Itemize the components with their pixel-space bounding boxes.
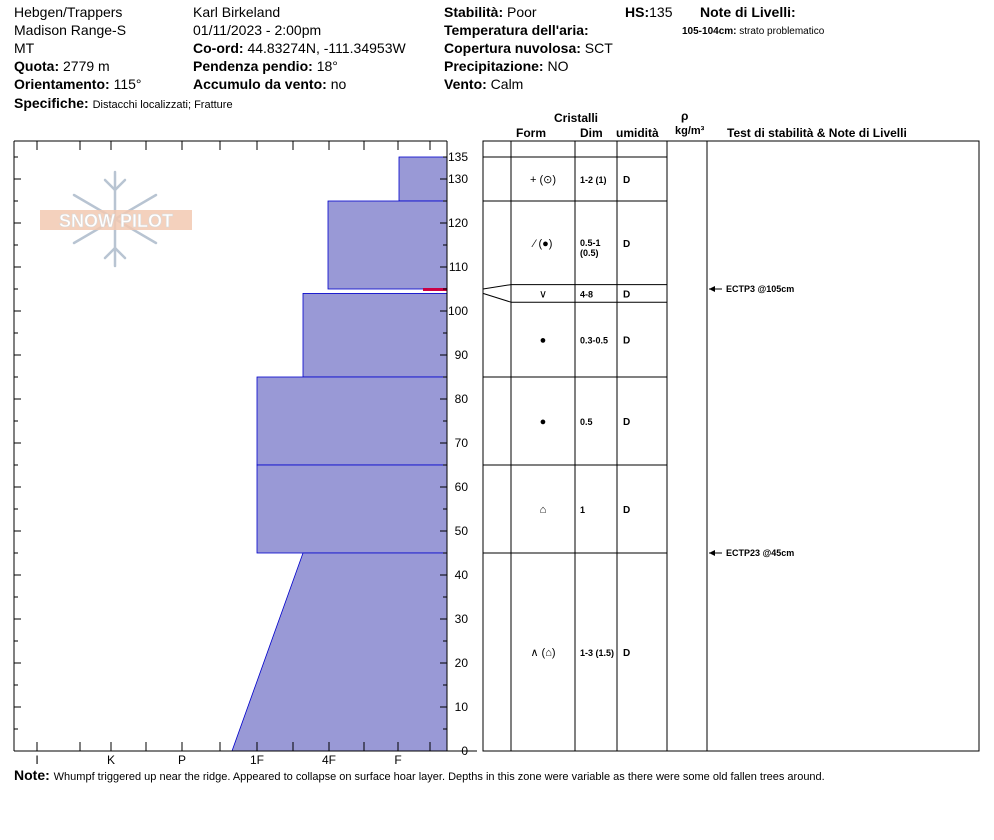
density-header: ρ (681, 109, 689, 123)
layer-note: 105-104cm: strato problematico (682, 26, 825, 37)
y-tick-label: 100 (447, 304, 468, 318)
coordinates: Co-ord: 44.83274N, -111.34953W (193, 40, 406, 56)
location-area: Hebgen/Trappers (14, 4, 123, 20)
layer-grain-form: ∨ (538, 288, 548, 301)
y-tick-label: 60 (454, 480, 468, 494)
y-tick-label: 135 (447, 150, 468, 164)
test-arrow-head (709, 550, 715, 556)
hardness-label: P (177, 753, 187, 767)
test-arrow-head (709, 286, 715, 292)
layer-grain-form: ● (539, 334, 547, 347)
layer-moisture: D (623, 175, 631, 186)
stability: Stabilità: Poor (444, 4, 537, 20)
layer-grain-form: ● (539, 416, 547, 428)
layer-grain-form: + (⊙) (529, 174, 557, 186)
y-tick-label: 70 (454, 436, 468, 450)
y-tick-label: 80 (454, 392, 468, 406)
depth-connector (483, 293, 511, 302)
air-temperature: Temperatura dell'aria: (444, 22, 589, 38)
y-tick-label: 110 (448, 260, 468, 274)
logo-text: SNOW PILOT (59, 211, 173, 231)
y-tick-label: 90 (454, 348, 468, 362)
moisture-header: umidità (616, 126, 659, 140)
hardness-layer (232, 553, 447, 751)
elevation: Quota: 2779 m (14, 58, 110, 74)
y-tick-label: 10 (454, 700, 468, 714)
y-tick-label: 40 (454, 568, 468, 582)
layer-moisture: D (623, 648, 631, 659)
datetime: 01/11/2023 - 2:00pm (193, 22, 322, 38)
location-state: MT (14, 40, 35, 56)
layer-grain-size: 1 (580, 505, 586, 515)
hardness-label: F (394, 753, 402, 767)
layer-grain-size: 4-8 (580, 289, 594, 300)
hardness-layer (399, 157, 447, 201)
hardness-label: I (35, 753, 39, 767)
stability-test-label: ECTP3 @105cm (726, 284, 795, 294)
layer-moisture: D (623, 238, 631, 250)
footer-note: Note: Whumpf triggered up near the ridge. Appeared to collapse on surface hoar layer. Depths in this zone were variable as there were some old fallen trees around. (14, 767, 825, 783)
layer-moisture: D (623, 335, 631, 347)
y-tick-label: 20 (454, 656, 468, 670)
layer-grain-form: ∧ (⌂) (530, 647, 556, 659)
observer: Karl Birkeland (193, 4, 281, 20)
wind: Vento: Calm (444, 76, 524, 92)
y-tick-label: 50 (454, 524, 468, 538)
layer-grain-size: 0.3-0.5 (580, 335, 609, 346)
snow-depth: HS:135 (625, 4, 673, 20)
y-tick-label: 0 (461, 744, 468, 758)
layer-moisture: D (623, 417, 631, 428)
snowpilot-logo (40, 172, 192, 266)
hardness-label: 4F (321, 753, 337, 767)
form-header: Form (516, 126, 546, 140)
y-tick-label: 120 (447, 216, 468, 230)
hardness-label: K (106, 753, 116, 767)
specifics: Specifiche: Distacchi localizzati; Fratture (14, 95, 233, 111)
stability-test-label: ECTP23 @45cm (726, 548, 795, 558)
dim-header: Dim (580, 126, 603, 140)
precipitation: Precipitazione: NO (444, 58, 569, 74)
layer-grain-form: ⌂ (539, 504, 547, 516)
hardness-layer (303, 293, 447, 377)
hardness-label: 1F (249, 753, 265, 767)
depth-connector (483, 285, 511, 289)
aspect: Orientamento: 115° (14, 76, 142, 92)
layer-grain-form: ⁄ (●) (533, 237, 553, 250)
y-tick-label: 130 (447, 172, 468, 186)
hardness-layer (257, 465, 447, 553)
slope: Pendenza pendio: 18° (193, 58, 338, 74)
layer-grain-size: 0.5 (580, 417, 593, 427)
density-unit: kg/m³ (675, 125, 705, 137)
hardness-layer (328, 201, 447, 289)
layer-grain-size-avg: (0.5) (580, 247, 599, 258)
tests-header: Test di stabilità & Note di Livelli (727, 126, 907, 140)
layer-grain-size: 1-2 (1) (580, 175, 607, 185)
layer-moisture: D (623, 289, 631, 301)
location-range: Madison Range-S (14, 22, 127, 38)
layer-notes-title: Note di Livelli: (700, 4, 796, 20)
hardness-layer (257, 377, 447, 465)
wind-loading: Accumulo da vento: no (193, 76, 347, 92)
y-tick-label: 30 (454, 612, 468, 626)
crystals-header: Cristalli (554, 111, 599, 125)
layer-moisture: D (623, 505, 631, 516)
layer-grain-size: 1-3 (1.5) (580, 648, 615, 658)
cloud-cover: Copertura nuvolosa: SCT (444, 40, 613, 56)
layer-grain-size: 0.5-1 (580, 237, 601, 248)
table-border (483, 141, 979, 751)
